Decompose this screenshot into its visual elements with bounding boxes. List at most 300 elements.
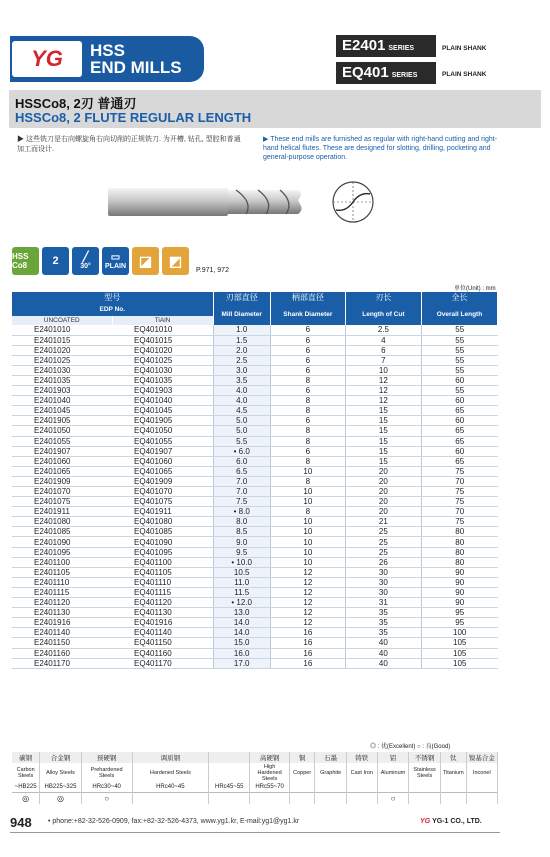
table-cell: E2401100	[12, 557, 112, 567]
material-cell	[466, 783, 497, 792]
table-cell: 12	[270, 608, 345, 618]
plain-shank-icon: ▭ PLAIN	[102, 247, 129, 275]
table-cell: 15	[345, 406, 421, 416]
table-cell: E2401140	[12, 628, 112, 638]
table-row	[12, 507, 498, 517]
material-cell: Stainless Steels	[409, 763, 441, 783]
table-cell: 65	[421, 426, 497, 436]
table-cell: E2401020	[12, 345, 112, 355]
table-cell: EQ401095	[112, 547, 213, 557]
table-row	[12, 587, 498, 597]
table-cell: E2401075	[12, 497, 112, 507]
table-cell: E2401015	[12, 335, 112, 345]
feature-icons	[12, 247, 189, 275]
table-cell: 12	[270, 618, 345, 628]
table-cell: E2401050	[12, 426, 112, 436]
material-cell: ◎	[12, 792, 40, 804]
table-cell: 55	[421, 345, 497, 355]
table-cell: 80	[421, 527, 497, 537]
table-cell: E2401065	[12, 466, 112, 476]
table-cell: EQ401140	[112, 628, 213, 638]
table-cell: E2401090	[12, 537, 112, 547]
table-cell: 8	[270, 476, 345, 486]
table-row	[12, 426, 498, 436]
table-cell: EQ401085	[112, 527, 213, 537]
col-dia-cn: 刃部直径	[213, 292, 270, 303]
col-edp: EDP No.	[12, 303, 213, 316]
table-cell: 7.0	[213, 476, 270, 486]
table-row	[12, 386, 498, 396]
table-cell: E2401916	[12, 618, 112, 628]
table-cell: E2401909	[12, 476, 112, 486]
table-cell: 100	[421, 628, 497, 638]
table-row	[12, 335, 498, 345]
material-cell	[289, 792, 315, 804]
table-cell: 12	[270, 587, 345, 597]
table-cell: 6.0	[213, 456, 270, 466]
table-cell: 21	[345, 517, 421, 527]
table-cell: 65	[421, 406, 497, 416]
table-cell: 8	[270, 396, 345, 406]
material-cell	[209, 763, 250, 783]
col-loc-cn: 刃长	[345, 292, 421, 303]
description-cn: ▶ 这些铣刀是右向螺旋角右向切削的正规铣刀. 为开槽, 钻孔, 型腔和普通加工而设计.	[17, 136, 241, 153]
table-cell: 6	[270, 416, 345, 426]
table-row	[12, 628, 498, 638]
table-cell: 12	[270, 567, 345, 577]
yg-logo: YG	[12, 41, 82, 77]
table-cell: 105	[421, 638, 497, 648]
table-cell: 15	[345, 456, 421, 466]
brand-title-line1: HSS	[90, 41, 125, 60]
table-row	[12, 466, 498, 476]
table-cell: E2401095	[12, 547, 112, 557]
table-cell: EQ401010	[112, 325, 213, 335]
table-cell: 75	[421, 487, 497, 497]
table-cell: 1.5	[213, 335, 270, 345]
material-cell: HRc40~45	[132, 783, 209, 792]
table-cell: 20	[345, 507, 421, 517]
table-cell: 3.5	[213, 375, 270, 385]
series-note-2: PLAIN SHANK	[442, 71, 487, 78]
table-cell: 6.5	[213, 466, 270, 476]
material-cell	[289, 783, 315, 792]
table-row	[12, 406, 498, 416]
table-cell: 5.0	[213, 416, 270, 426]
operation-icon-1: ◪	[132, 247, 159, 275]
material-cell: 调质钢	[132, 752, 209, 763]
table-cell: 12	[345, 375, 421, 385]
col-shank-cn: 柄部直径	[270, 292, 345, 303]
table-cell: EQ401060	[112, 456, 213, 466]
table-row	[12, 416, 498, 426]
table-cell: 10	[270, 547, 345, 557]
material-cell: 合金钢	[40, 752, 82, 763]
table-cell: 3.0	[213, 365, 270, 375]
table-cell: E2401150	[12, 638, 112, 648]
table-cell: E2401903	[12, 386, 112, 396]
table-cell: 2.5	[345, 325, 421, 335]
material-cell: HRc45~55	[209, 783, 250, 792]
material-cell: ○	[377, 792, 409, 804]
table-cell: 10	[270, 497, 345, 507]
table-cell: 10	[345, 365, 421, 375]
material-table	[12, 752, 498, 804]
material-cell	[409, 792, 441, 804]
table-cell: 4.0	[213, 396, 270, 406]
rating-legend: ◎ : 优(Excellent) ○ : 良(Good)	[370, 744, 451, 750]
title-cn: HSSCo8, 2刃 普通刃	[15, 96, 137, 111]
table-cell: E2401160	[12, 648, 112, 658]
material-cell: ~HB225	[12, 783, 40, 792]
col-model-cn: 型号	[12, 292, 213, 303]
page-reference: P.971, 972	[196, 267, 229, 274]
table-cell: • 6.0	[213, 446, 270, 456]
table-cell: 70	[421, 476, 497, 486]
table-cell: 80	[421, 547, 497, 557]
end-mill-illustration	[108, 180, 438, 236]
footer-company-name: YG-1 CO., LTD.	[432, 818, 482, 825]
material-cell: 石墨	[315, 752, 346, 763]
table-cell: 12	[270, 598, 345, 608]
table-cell: 11.5	[213, 587, 270, 597]
table-cell: 20	[345, 476, 421, 486]
table-cell: 7.0	[213, 487, 270, 497]
table-cell: 105	[421, 658, 497, 668]
table-cell: EQ401100	[112, 557, 213, 567]
table-row	[12, 648, 498, 658]
table-cell: 25	[345, 547, 421, 557]
table-cell: 10	[270, 487, 345, 497]
material-cell: HB225~325	[40, 783, 82, 792]
table-cell: 10	[270, 517, 345, 527]
material-cell: Graphite	[315, 763, 346, 783]
table-cell: 20	[345, 497, 421, 507]
material-cell: Hardened Steels	[132, 763, 209, 783]
table-cell: EQ401903	[112, 386, 213, 396]
table-cell: E2401080	[12, 517, 112, 527]
unit-label: 单位(Unit) : mm	[454, 286, 496, 292]
table-cell: EQ401065	[112, 466, 213, 476]
table-cell: EQ401130	[112, 608, 213, 618]
material-cell: 钛	[440, 752, 466, 763]
table-cell: E2401055	[12, 436, 112, 446]
material-cell: 预硬钢	[81, 752, 132, 763]
material-cell	[440, 783, 466, 792]
table-cell: 80	[421, 537, 497, 547]
material-cell: 碳钢	[12, 752, 40, 763]
table-cell: 9.0	[213, 537, 270, 547]
material-cell	[409, 783, 441, 792]
table-row	[12, 527, 498, 537]
table-cell: EQ401030	[112, 365, 213, 375]
table-row	[12, 608, 498, 618]
table-cell: 40	[345, 638, 421, 648]
table-cell: EQ401916	[112, 618, 213, 628]
table-cell: 60	[421, 375, 497, 385]
table-cell: E2401120	[12, 598, 112, 608]
table-cell: 75	[421, 466, 497, 476]
table-cell: 8	[270, 456, 345, 466]
table-cell: 11.0	[213, 577, 270, 587]
table-cell: 35	[345, 628, 421, 638]
table-cell: 14.0	[213, 628, 270, 638]
table-cell: 1.0	[213, 325, 270, 335]
page-number: 948	[10, 815, 32, 830]
table-cell: 7	[345, 355, 421, 365]
table-cell: EQ401020	[112, 345, 213, 355]
table-cell: 6	[270, 325, 345, 335]
material-cell	[466, 792, 497, 804]
table-cell: 15	[345, 446, 421, 456]
table-cell: 14.0	[213, 618, 270, 628]
material-cell: Inconel	[466, 763, 497, 783]
table-cell: E2401025	[12, 355, 112, 365]
table-row	[12, 517, 498, 527]
col-oal-cn: 全长	[421, 292, 497, 303]
hss-co8-icon: HSS Co8	[12, 247, 39, 275]
material-cell: ○	[81, 792, 132, 804]
table-cell: E2401110	[12, 577, 112, 587]
footer-company	[420, 818, 482, 825]
table-row	[12, 547, 498, 557]
table-cell: 12	[345, 396, 421, 406]
footer-logo: YG	[420, 818, 431, 825]
material-cell: 不锈钢	[409, 752, 441, 763]
table-row	[12, 396, 498, 406]
table-cell: 12	[345, 386, 421, 396]
table-cell: 10	[270, 466, 345, 476]
series-badge-e2401: E2401 SERIES	[336, 35, 436, 57]
table-cell: E2401035	[12, 375, 112, 385]
table-cell: 55	[421, 386, 497, 396]
table-cell: EQ401025	[112, 355, 213, 365]
table-cell: 5.0	[213, 426, 270, 436]
material-cell	[315, 792, 346, 804]
table-cell: E2401170	[12, 658, 112, 668]
table-cell: 16	[270, 628, 345, 638]
table-cell: E2401085	[12, 527, 112, 537]
table-cell: E2401105	[12, 567, 112, 577]
table-cell: 8	[270, 375, 345, 385]
table-cell: 10	[270, 527, 345, 537]
table-cell: EQ401911	[112, 507, 213, 517]
table-cell: 7.5	[213, 497, 270, 507]
material-cell	[315, 783, 346, 792]
brand-title	[90, 42, 182, 76]
table-row	[12, 375, 498, 385]
table-cell: EQ401015	[112, 335, 213, 345]
table-row	[12, 487, 498, 497]
table-cell: EQ401905	[112, 416, 213, 426]
table-row	[12, 638, 498, 648]
table-cell: 30	[345, 587, 421, 597]
table-cell: E2401905	[12, 416, 112, 426]
table-cell: 55	[421, 335, 497, 345]
table-cell: 6	[270, 446, 345, 456]
material-cell: Aluminum	[377, 763, 409, 783]
table-cell: 2.0	[213, 345, 270, 355]
table-cell: • 8.0	[213, 507, 270, 517]
material-cell: HRc55~70	[250, 783, 289, 792]
table-cell: 9.5	[213, 547, 270, 557]
table-cell: 75	[421, 497, 497, 507]
table-cell: 6	[345, 345, 421, 355]
table-cell: E2401030	[12, 365, 112, 375]
table-cell: 6	[270, 386, 345, 396]
table-cell: 4.0	[213, 386, 270, 396]
table-row	[12, 567, 498, 577]
table-cell: 8	[270, 507, 345, 517]
table-cell: 40	[345, 658, 421, 668]
table-row	[12, 365, 498, 375]
material-cell	[209, 752, 250, 763]
series-badge-eq401: EQ401 SERIES	[336, 62, 436, 84]
material-cell: Prehardened Steels	[81, 763, 132, 783]
table-cell: 95	[421, 618, 497, 628]
table-cell: 60	[421, 396, 497, 406]
material-cell: 铜	[289, 752, 315, 763]
table-cell: 13.0	[213, 608, 270, 618]
table-cell: 90	[421, 577, 497, 587]
table-cell: 4.5	[213, 406, 270, 416]
col-mill-diameter: Mill Diameter	[213, 303, 270, 325]
table-cell: 16	[270, 648, 345, 658]
table-cell: 35	[345, 618, 421, 628]
table-cell: 16	[270, 658, 345, 668]
table-cell: EQ401055	[112, 436, 213, 446]
operation-icon-2: ◩	[162, 247, 189, 275]
table-cell: 6	[270, 345, 345, 355]
table-cell: E2401010	[12, 325, 112, 335]
table-cell: E2401907	[12, 446, 112, 456]
table-cell: 75	[421, 517, 497, 527]
table-row	[12, 355, 498, 365]
table-cell: 90	[421, 567, 497, 577]
table-cell: 16.0	[213, 648, 270, 658]
table-cell: 10	[270, 537, 345, 547]
table-cell: EQ401050	[112, 426, 213, 436]
table-cell: 30	[345, 577, 421, 587]
table-cell: 31	[345, 598, 421, 608]
table-cell: 25	[345, 527, 421, 537]
table-row	[12, 436, 498, 446]
col-tialn: TiAlN	[112, 316, 213, 325]
table-cell: 12	[270, 577, 345, 587]
table-cell: 4	[345, 335, 421, 345]
helix-30-icon: ╱ 30°	[72, 247, 99, 275]
table-cell: 105	[421, 648, 497, 658]
table-cell: 15	[345, 426, 421, 436]
table-cell: 16	[270, 638, 345, 648]
table-cell: 20	[345, 487, 421, 497]
product-table	[12, 292, 498, 669]
material-cell: 镍基合金	[466, 752, 497, 763]
table-cell: EQ401160	[112, 648, 213, 658]
col-shank-diameter: Shank Diameter	[270, 303, 345, 325]
material-cell: 高硬钢	[250, 752, 289, 763]
table-cell: 10	[270, 557, 345, 567]
table-cell: 40	[345, 648, 421, 658]
table-cell: 5.5	[213, 436, 270, 446]
table-row	[12, 497, 498, 507]
col-length-of-cut: Length of Cut	[345, 303, 421, 325]
table-cell: 17.0	[213, 658, 270, 668]
table-cell: • 10.0	[213, 557, 270, 567]
table-cell: EQ401115	[112, 587, 213, 597]
table-cell: EQ401907	[112, 446, 213, 456]
table-cell: EQ401150	[112, 638, 213, 648]
brand-banner	[10, 36, 204, 82]
table-row	[12, 537, 498, 547]
table-row	[12, 476, 498, 486]
series-note-1: PLAIN SHANK	[442, 45, 487, 52]
table-row	[12, 658, 498, 668]
table-cell: 55	[421, 365, 497, 375]
table-cell: 15.0	[213, 638, 270, 648]
table-cell: EQ401075	[112, 497, 213, 507]
material-cell	[250, 792, 289, 804]
table-cell: 65	[421, 436, 497, 446]
table-row	[12, 456, 498, 466]
table-row	[12, 446, 498, 456]
table-cell: • 12.0	[213, 598, 270, 608]
table-cell: 26	[345, 557, 421, 567]
description-en: ▶ These end mills are furnished as regular with right-hand cutting and right-hand helical flutes. These are designed for slotting, drilling, pocketing and general-purpose operation.	[263, 136, 498, 161]
table-cell: 35	[345, 608, 421, 618]
table-cell: 8	[270, 406, 345, 416]
table-cell: 25	[345, 537, 421, 547]
table-cell: E2401045	[12, 406, 112, 416]
material-cell	[377, 783, 409, 792]
table-cell: E2401040	[12, 396, 112, 406]
table-cell: 70	[421, 507, 497, 517]
table-cell: E2401070	[12, 487, 112, 497]
material-cell: 铝	[377, 752, 409, 763]
table-cell: 8.0	[213, 517, 270, 527]
table-cell: EQ401110	[112, 577, 213, 587]
table-cell: E2401060	[12, 456, 112, 466]
table-cell: 90	[421, 598, 497, 608]
material-cell	[346, 792, 377, 804]
table-cell: 6	[270, 365, 345, 375]
material-cell	[132, 792, 209, 804]
table-cell: 8	[270, 436, 345, 446]
table-row	[12, 598, 498, 608]
table-cell: EQ401105	[112, 567, 213, 577]
material-cell	[440, 792, 466, 804]
table-cell: 60	[421, 446, 497, 456]
material-cell: Alloy Steels	[40, 763, 82, 783]
material-cell: ◎	[40, 792, 82, 804]
page-header	[0, 0, 550, 90]
table-cell: 60	[421, 416, 497, 426]
material-cell: Copper	[289, 763, 315, 783]
two-flute-icon: 2	[42, 247, 69, 275]
table-row	[12, 325, 498, 335]
table-cell: 2.5	[213, 355, 270, 365]
material-cell: Titanium	[440, 763, 466, 783]
material-cell: Cast Iron	[346, 763, 377, 783]
table-cell: E2401130	[12, 608, 112, 618]
table-row	[12, 577, 498, 587]
table-cell: 8.5	[213, 527, 270, 537]
col-uncoated: UNCOATED	[12, 316, 112, 325]
brand-title-line2: END MILLS	[90, 58, 182, 77]
material-cell: HRc30~40	[81, 783, 132, 792]
footer-divider	[10, 832, 500, 833]
title-en: HSSCo8, 2 FLUTE REGULAR LENGTH	[15, 110, 252, 125]
